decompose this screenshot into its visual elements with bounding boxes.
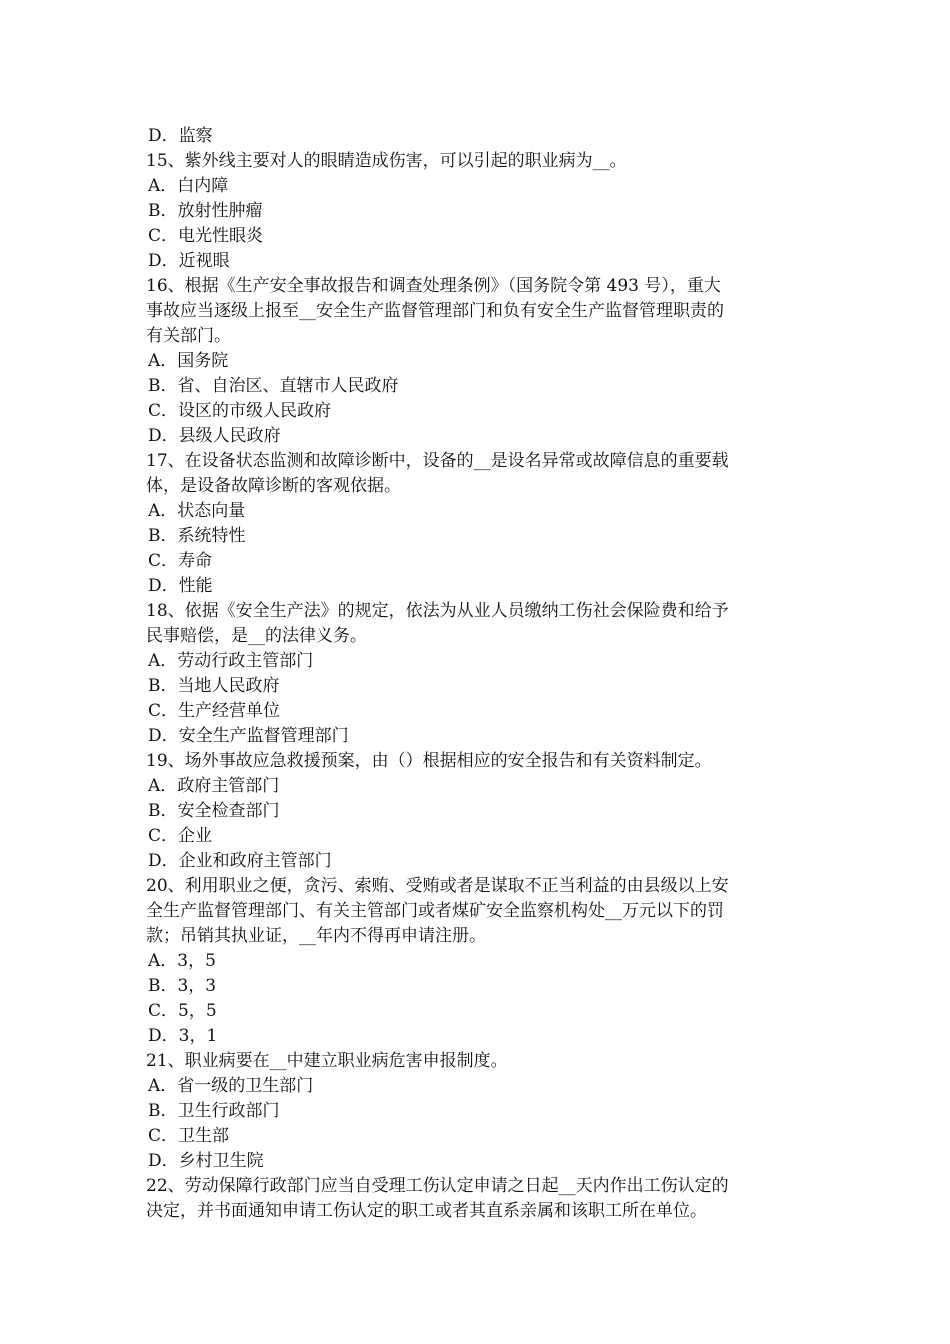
question-stem-line: 15、紫外线主要对人的眼睛造成伤害，可以引起的职业病为__。 [146,151,627,171]
option-c: C．企业 [148,826,213,846]
option-c: C．电光性眼炎 [148,226,264,246]
question-stem-line: 款；吊销其执业证，__年内不得再申请注册。 [146,926,486,946]
option-d-previous: D．监察 [148,126,213,146]
question-stem-line: 18、依据《安全生产法》的规定，依法为从业人员缴纳工伤社会保险费和给予 [146,601,729,621]
option-d: D．3，1 [148,1026,218,1046]
option-d: D．乡村卫生院 [148,1151,264,1171]
question-stem-line: 17、在设备状态监测和故障诊断中，设备的__是设名异常或故障信息的重要载 [146,451,729,471]
option-a: A．3，5 [148,951,216,971]
option-b: B．当地人民政府 [148,676,280,696]
option-d: D．安全生产监督管理部门 [148,726,349,746]
question-22 [146,1174,810,1224]
option-d: D．性能 [148,576,213,596]
option-c: C．寿命 [148,551,213,571]
question-15 [146,149,810,274]
option-b: B．省、自治区、直辖市人民政府 [148,376,399,396]
option-a: A．省一级的卫生部门 [148,1076,314,1096]
question-stem-line: 全生产监督管理部门、有关主管部门或者煤矿安全监察机构处__万元以下的罚 [146,901,724,921]
question-stem-line: 事故应当逐级上报至__安全生产监督管理部门和负有安全生产监督管理职责的 [146,301,724,321]
question-20 [146,874,810,1049]
question-16 [146,274,810,449]
question-stem-line: 决定，并书面通知申请工伤认定的职工或者其直系亲属和该职工所在单位。 [146,1201,707,1221]
question-stem-line: 民事赔偿，是__的法律义务。 [146,626,367,646]
option-b: B．安全检查部门 [148,801,280,821]
question-stem-line: 20、利用职业之便，贪污、索贿、受贿或者是谋取不正当利益的由县级以上安 [146,876,729,896]
option-a: A．劳动行政主管部门 [148,651,314,671]
question-stem-line: 21、职业病要在__中建立职业病危害申报制度。 [146,1051,508,1071]
option-c: C．卫生部 [148,1126,230,1146]
option-b: B．放射性肿瘤 [148,201,263,221]
question-21 [146,1049,810,1174]
question-stem-line: 22、劳动保障行政部门应当自受理工伤认定申请之日起__天内作出工伤认定的 [146,1176,729,1196]
option-b: B．卫生行政部门 [148,1101,280,1121]
question-stem-line: 有关部门。 [146,326,231,346]
question-stem-line: 19、场外事故应急救援预案，由（）根据相应的安全报告和有关资料制定。 [146,751,712,771]
document-page [146,124,810,1224]
question-19 [146,749,810,874]
option-a: A．白内障 [148,176,229,196]
option-c: C．5，5 [148,1001,217,1021]
question-stem-line: 16、根据《生产安全事故报告和调查处理条例》（国务院令第 493 号），重大 [146,276,721,296]
option-c: C．生产经营单位 [148,701,281,721]
option-b: B．3，3 [148,976,217,996]
option-d: D．企业和政府主管部门 [148,851,332,871]
question-stem-line: 体，是设备故障诊断的客观依据。 [146,476,401,496]
option-a: A．国务院 [148,351,229,371]
option-a: A．状态向量 [148,501,246,521]
option-d: D．县级人民政府 [148,426,281,446]
question-17 [146,449,810,599]
option-a: A．政府主管部门 [148,776,280,796]
option-d: D．近视眼 [148,251,230,271]
option-c: C．设区的市级人民政府 [148,401,332,421]
option-b: B．系统特性 [148,526,246,546]
question-18 [146,599,810,749]
